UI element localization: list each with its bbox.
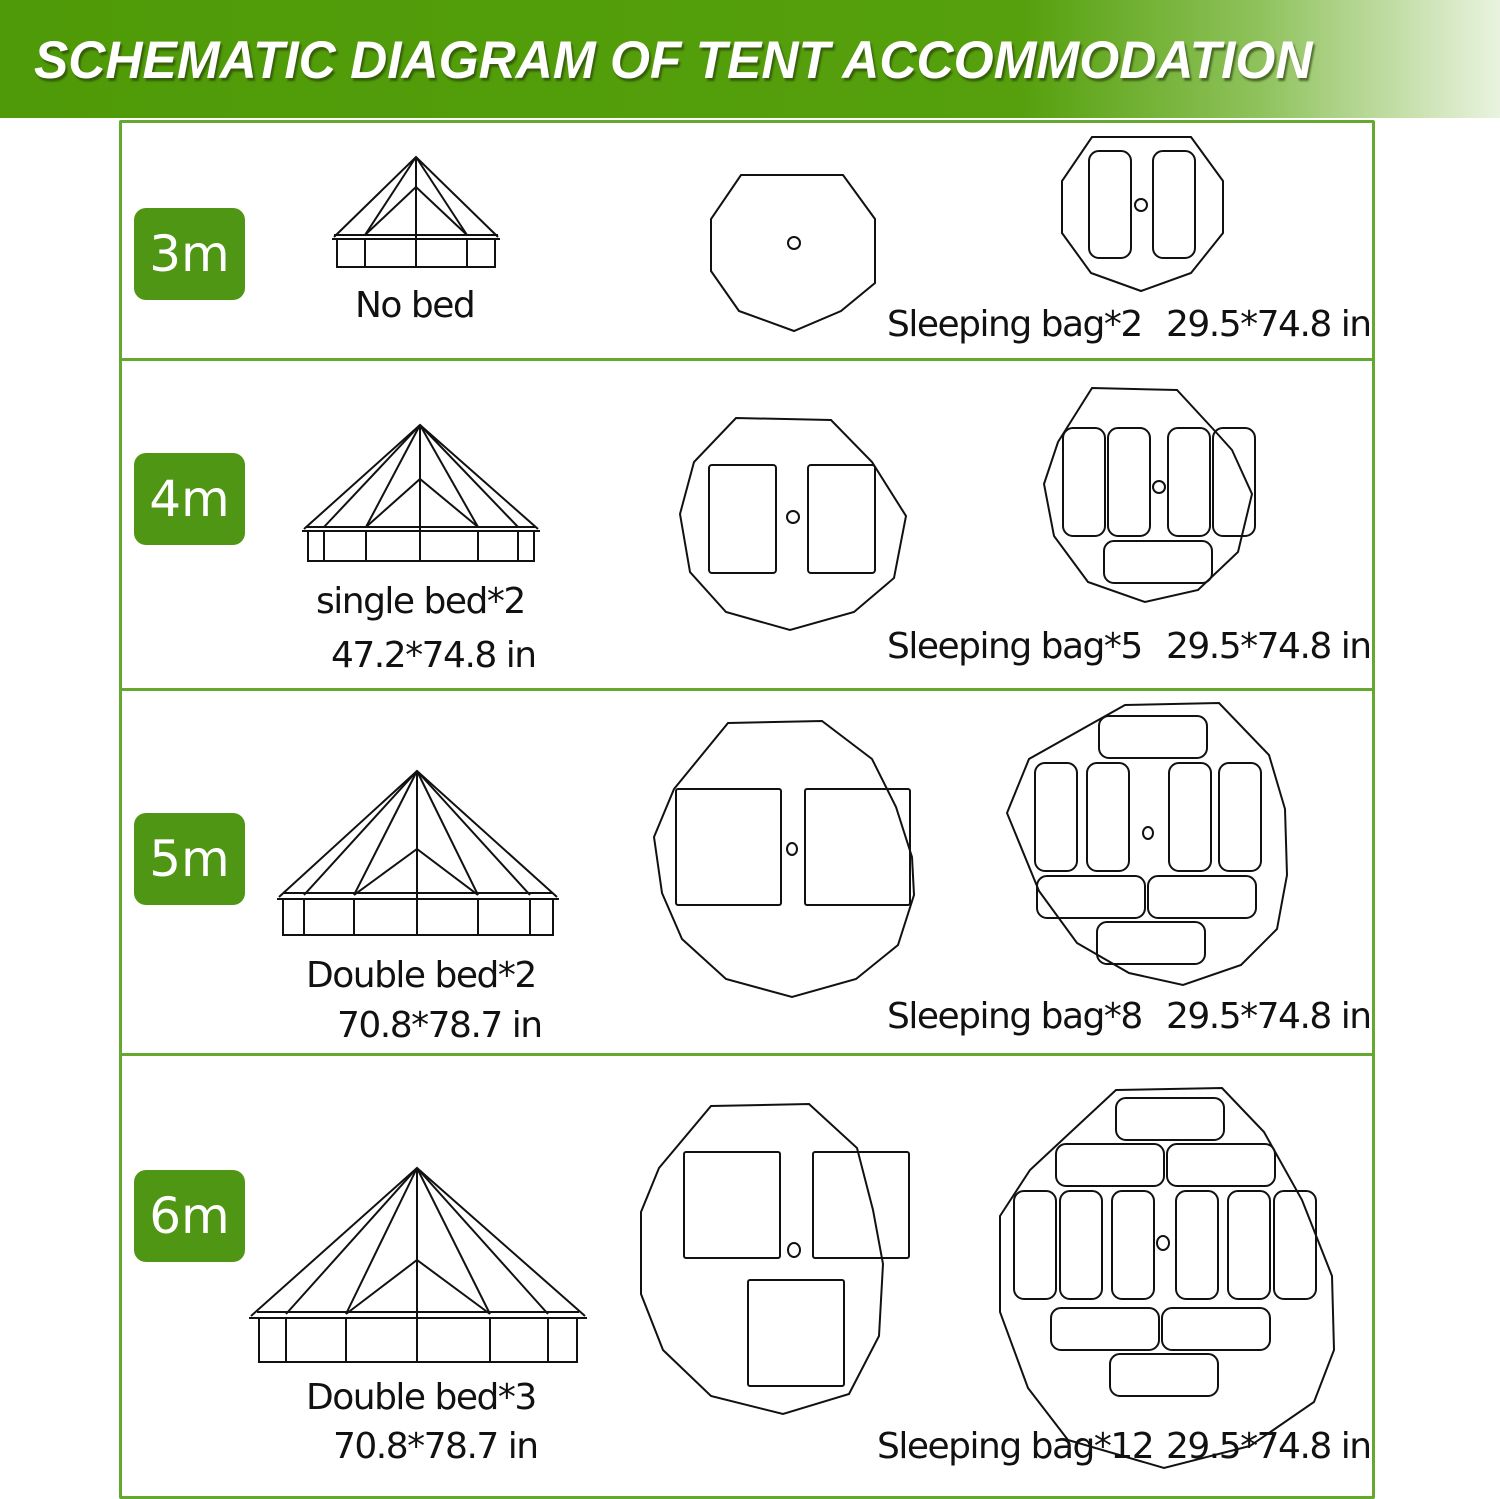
tent-elevation-icon xyxy=(277,769,562,939)
sleeping-bag-label: Sleeping bag*2 xyxy=(887,304,1142,345)
floor-plan-bed-icon xyxy=(639,1104,957,1414)
tent-elevation-icon xyxy=(332,155,502,270)
sleeping-bag-dims: 29.5*74.8 in xyxy=(1166,304,1371,345)
bed-dims: 70.8*78.7 in xyxy=(337,1005,542,1046)
size-badge: 5m xyxy=(134,813,245,905)
row-5m xyxy=(122,691,1372,1053)
bed-label: single bed*2 xyxy=(316,581,525,622)
sleeping-bag-dims: 29.5*74.8 in xyxy=(1166,996,1371,1037)
sleeping-bag-label: Sleeping bag*8 xyxy=(887,996,1142,1037)
row-4m xyxy=(122,361,1372,688)
row-3m xyxy=(122,123,1372,360)
size-badge: 6m xyxy=(134,1170,245,1262)
floor-plan-bed-icon xyxy=(652,719,936,993)
sleeping-bag-dims: 29.5*74.8 in xyxy=(1166,626,1371,667)
sleeping-bag-label: Sleeping bag*12 xyxy=(877,1426,1154,1467)
bed-dims: 47.2*74.8 in xyxy=(331,635,536,676)
floor-plan-sleeping-bag-icon xyxy=(1042,386,1274,604)
bed-label: No bed xyxy=(355,285,475,326)
sleeping-bag-label: Sleeping bag*5 xyxy=(887,626,1142,667)
row-6m xyxy=(122,1056,1372,1496)
floor-plan-bed-icon xyxy=(678,416,910,634)
size-badge: 3m xyxy=(134,208,245,300)
size-badge: 4m xyxy=(134,453,245,545)
bed-label: Double bed*2 xyxy=(306,955,536,996)
tent-elevation-icon xyxy=(302,423,542,565)
sleeping-bag-dims: 29.5*74.8 in xyxy=(1166,1426,1371,1467)
bed-dims: 70.8*78.7 in xyxy=(333,1426,538,1467)
floor-plan-sleeping-bag-icon xyxy=(1060,135,1225,292)
floor-plan-sleeping-bag-icon xyxy=(998,1088,1338,1418)
floor-plan-sleeping-bag-icon xyxy=(1005,701,1288,973)
tent-elevation-icon xyxy=(249,1166,589,1366)
accommodation-table xyxy=(119,120,1375,1499)
bed-label: Double bed*3 xyxy=(306,1377,536,1418)
floor-plan-bed-icon xyxy=(709,173,879,333)
title-banner xyxy=(0,0,1500,118)
page-title: SCHEMATIC DIAGRAM OF TENT ACCOMMODATION xyxy=(34,31,1313,90)
